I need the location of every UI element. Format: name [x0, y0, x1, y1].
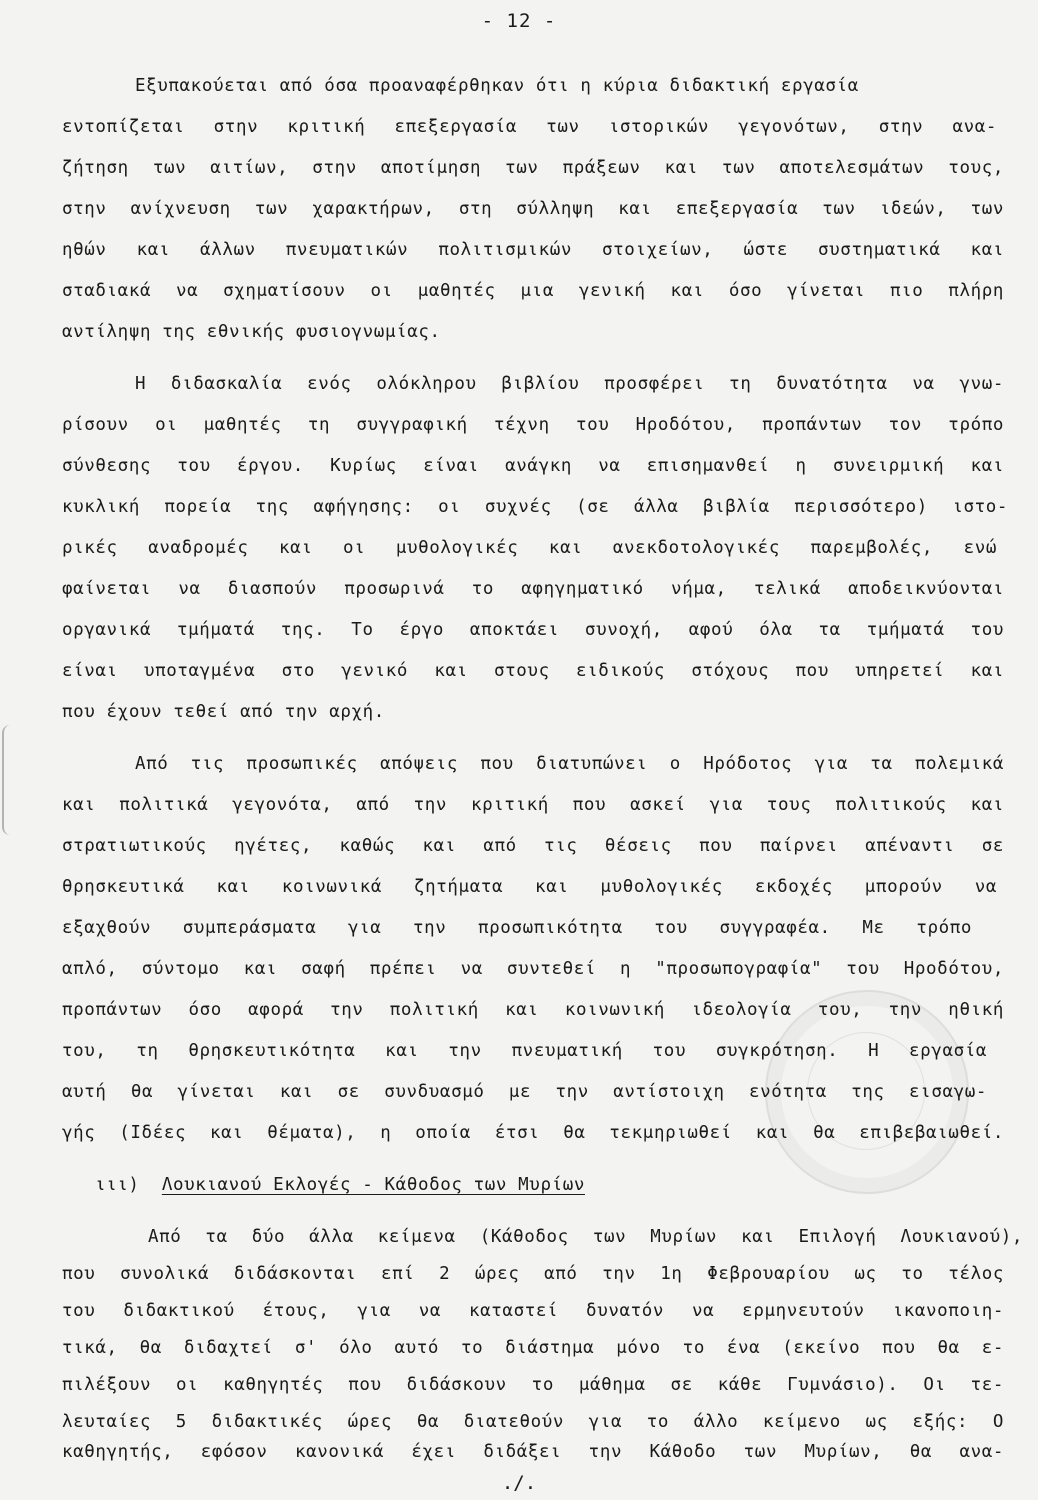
text-line: τικά, θα διδαχτεί σ' όλο αυτό το διάστημα μόνο το ένα (εκείνο που θα ε- [62, 1338, 1004, 1358]
text-line: Εξυπακούεται από όσα προαναφέρθηκαν ότι η κύρια διδακτική εργασία [135, 76, 859, 96]
section-numeral: ιιι) [95, 1175, 140, 1195]
text-line: στην ανίχνευση των χαρακτήρων, στη σύλληψη και επεξεργασία των ιδεών, των [62, 199, 1004, 219]
section-heading [95, 1173, 585, 1197]
text-line: εξαχθούν συμπεράσματα για την προσωπικότητα του συγγραφέα. Με τρόπο [62, 918, 972, 938]
text-line: είναι υποταγμένα στο γενικό και στους ειδικούς στόχους που υπηρετεί και [62, 661, 1004, 681]
text-line: Από τις προσωπικές απόψεις που διατυπώνει ο Ηρόδοτος για τα πολεμικά [135, 754, 1004, 774]
text-line: γής (Ιδέες και θέματα), η οποία έτσι θα τεκμηριωθεί και θα επιβεβαιωθεί. [62, 1123, 1004, 1143]
text-line: θρησκευτικά και κοινωνικά ζητήματα και μυθολογικές εκδοχές μπορούν να [62, 877, 997, 897]
section-title: Λουκιανού Εκλογές - Κάθοδος των Μυρίων [161, 1175, 585, 1195]
text-line: κυκλική πορεία της αφήγησης: οι συχνές (σε άλλα βιβλία περισσότερο) ιστο- [62, 497, 1008, 517]
text-line: του διδακτικού έτους, για να καταστεί δυνατόν να ερμηνευτούν ικανοποιη- [62, 1301, 1004, 1321]
text-line: αυτή θα γίνεται και σε συνδυασμό με την αντίστοιχη ενότητα της εισαγω- [62, 1082, 987, 1102]
text-line: φαίνεται να διασπούν προσωρινά το αφηγηματικό νήμα, τελικά αποδεικνύονται [62, 579, 1004, 599]
text-line: καθηγητής, εφόσον κανονικά έχει διδάξει την Κάθοδο των Μυρίων, θα ανα- [62, 1442, 1004, 1462]
text-line: προπάντων όσο αφορά την πολιτική και κοινωνική ιδεολογία του, την ηθική [62, 1000, 1004, 1020]
page-number: - 12 - [481, 10, 557, 32]
end-mark: ./. [501, 1472, 537, 1494]
margin-bracket-mark [2, 725, 18, 835]
text-line: λευταίες 5 διδακτικές ώρες θα διατεθούν για το άλλο κείμενο ως εξής: Ο [62, 1412, 1004, 1432]
text-line: Από τα δύο άλλα κείμενα (Κάθοδος των Μυρίων και Επιλογή Λουκιανού), [148, 1227, 1023, 1247]
text-line: και πολιτικά γεγονότα, από την κριτική που ασκεί για τους πολιτικούς και [62, 795, 1004, 815]
text-line: απλό, σύντομο και σαφή πρέπει να συντεθεί η "προσωπογραφία" του Ηροδότου, [62, 959, 1004, 979]
text-line: εντοπίζεται στην κριτική επεξεργασία των ιστορικών γεγονότων, στην ανα- [62, 117, 997, 137]
text-line: στρατιωτικούς ηγέτες, καθώς και από τις θέσεις που παίρνει απέναντι σε [62, 836, 1004, 856]
text-line: ηθών και άλλων πνευματικών πολιτισμικών στοιχείων, ώστε συστηματικά και [62, 240, 1004, 260]
text-line: Η διδασκαλία ενός ολόκληρου βιβλίου προσφέρει τη δυνατότητα να γνω- [135, 374, 1004, 394]
text-line: ρίσουν οι μαθητές τη συγγραφική τέχνη του Ηροδότου, προπάντων τον τρόπο [62, 415, 1004, 435]
text-line: σταδιακά να σχηματίσουν οι μαθητές μια γενική και όσο γίνεται πιο πλήρη [62, 281, 1004, 301]
text-line: αντίληψη της εθνικής φυσιογνωμίας. [62, 322, 441, 342]
text-line: ζήτηση των αιτίων, στην αποτίμηση των πράξεων και των αποτελεσμάτων τους, [62, 158, 1004, 178]
text-line: πιλέξουν οι καθηγητές που διδάσκουν το μάθημα σε κάθε Γυμνάσιο). Οι τε- [62, 1375, 1004, 1395]
text-line: ρικές αναδρομές και οι μυθολογικές και ανεκδοτολογικές παρεμβολές, ενώ [62, 538, 997, 558]
text-line: οργανικά τμήματά της. Το έργο αποκτάει συνοχή, αφού όλα τα τμήματά του [62, 620, 1004, 640]
text-line: σύνθεσης του έργου. Κυρίως είναι ανάγκη να επισημανθεί η συνειρμική και [62, 456, 1004, 476]
text-line: που συνολικά διδάσκονται επί 2 ώρες από την 1η Φεβρουαρίου ως το τέλος [62, 1264, 1004, 1284]
text-line: που έχουν τεθεί από την αρχή. [62, 702, 385, 722]
text-line: του, τη θρησκευτικότητα και την πνευματική του συγκρότηση. Η εργασία [62, 1041, 987, 1061]
